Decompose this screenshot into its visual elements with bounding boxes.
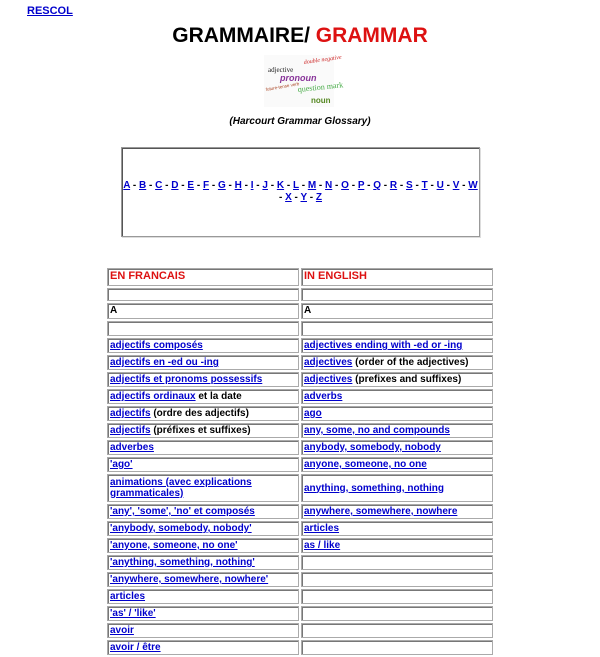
term-cell-en	[301, 423, 493, 438]
table-row	[107, 555, 493, 570]
table-row	[107, 640, 493, 655]
term-cell-en	[301, 457, 493, 472]
term-link-fr[interactable]: adjectifs	[110, 425, 151, 436]
term-link-en[interactable]: anything, something, nothing	[304, 482, 444, 494]
term-cell-en	[301, 338, 493, 353]
term-cell-fr	[107, 440, 299, 455]
alphabet-separator: -	[348, 180, 358, 191]
term-cell-en	[301, 355, 493, 370]
alphabet-separator: -	[194, 180, 203, 191]
alphabet-link-f[interactable]: F	[202, 180, 210, 191]
alphabet-separator: -	[443, 180, 453, 191]
table-row	[107, 355, 493, 370]
term-cell-fr	[107, 389, 299, 404]
alphabet-separator: -	[397, 180, 407, 191]
term-cell-fr	[107, 474, 299, 502]
term-link-fr[interactable]: 'as' / 'like'	[110, 608, 156, 619]
term-note: et la date	[195, 391, 242, 402]
letter-heading-fr: A	[107, 303, 299, 319]
alphabet-link-i[interactable]: I	[250, 180, 254, 191]
table-row	[107, 623, 493, 638]
term-link-fr[interactable]: 'anywhere, somewhere, nowhere'	[110, 574, 269, 585]
term-link-fr[interactable]: adjectifs	[110, 408, 151, 419]
table-row	[107, 474, 493, 502]
alphabet-link-u[interactable]: U	[436, 180, 444, 191]
term-cell-fr	[107, 457, 299, 472]
alphabet-link-b[interactable]: B	[139, 180, 147, 191]
spacer-cell	[107, 321, 299, 336]
term-link-fr[interactable]: 'any', 'some', 'no' et composés	[110, 506, 255, 517]
term-link-en[interactable]: adjectives ending with -ed or -ing	[304, 340, 463, 351]
table-row	[107, 606, 493, 621]
term-note: (prefixes and suffixes)	[352, 374, 462, 385]
title-french: GRAMMAIRE	[172, 24, 305, 47]
term-link-fr[interactable]: articles	[110, 591, 146, 602]
rescol-link[interactable]: RESCOL	[27, 5, 73, 17]
alphabet-link-v[interactable]: V	[452, 180, 460, 191]
alphabet-link-n[interactable]: N	[325, 180, 333, 191]
term-cell-fr	[107, 355, 299, 370]
term-link-fr[interactable]: adverbes	[110, 442, 154, 453]
alphabet-separator: -	[316, 180, 326, 191]
term-link-fr[interactable]: avoir / être	[110, 642, 161, 653]
wc-pronoun: pronoun	[280, 73, 317, 83]
grammar-wordcloud-image	[264, 54, 344, 107]
table-row	[107, 457, 493, 472]
table-row	[107, 372, 493, 387]
table-row	[107, 440, 493, 455]
term-cell-fr	[107, 504, 299, 519]
wc-adjective: adjective	[268, 66, 294, 74]
alphabet-link-l[interactable]: L	[292, 180, 299, 191]
term-link-fr[interactable]: adjectifs en -ed ou -ing	[110, 357, 219, 368]
alphabet-separator: -	[241, 180, 251, 191]
term-link-en[interactable]: adverbs	[304, 391, 343, 402]
term-link-fr[interactable]: adjectifs ordinaux	[110, 391, 196, 402]
term-link-fr[interactable]: 'ago'	[110, 459, 133, 470]
term-link-en[interactable]: ago	[304, 408, 322, 419]
alphabet-separator: -	[381, 180, 390, 191]
term-note: (order of the adjectives)	[352, 357, 469, 368]
term-note: (préfixes et suffixes)	[150, 425, 251, 436]
table-row	[107, 538, 493, 553]
term-link-fr[interactable]: 'anything, something, nothing'	[110, 557, 255, 568]
term-cell-fr	[107, 423, 299, 438]
wc-question-mark: question mark	[297, 80, 344, 94]
alphabet-separator: -	[130, 180, 139, 191]
term-cell-fr	[107, 623, 299, 638]
alphabet-index-box	[121, 147, 480, 237]
title-separator: /	[304, 24, 310, 47]
alphabet-link-d[interactable]: D	[171, 180, 179, 191]
term-cell-fr	[107, 406, 299, 421]
page-title	[0, 24, 600, 48]
term-cell-en	[301, 538, 493, 553]
term-cell-fr	[107, 372, 299, 387]
alphabet-separator: -	[364, 180, 374, 191]
term-cell-en	[301, 389, 493, 404]
glossary-table	[105, 266, 495, 657]
alphabet-separator: -	[225, 180, 235, 191]
term-link-fr[interactable]: 'anybody, somebody, nobody'	[110, 523, 252, 534]
term-link-en[interactable]: anyone, someone, no one	[304, 459, 427, 470]
term-cell-fr	[107, 521, 299, 536]
term-cell-en	[301, 606, 493, 621]
table-row	[107, 589, 493, 604]
term-cell-fr	[107, 640, 299, 655]
term-link-fr[interactable]: animations (avec explications grammaticales)	[110, 477, 252, 499]
term-link-fr[interactable]: adjectifs composés	[110, 340, 203, 351]
alphabet-separator: -	[178, 180, 188, 191]
alphabet-link-r[interactable]: R	[389, 180, 398, 191]
table-row	[107, 504, 493, 519]
term-cell-en	[301, 640, 493, 655]
letter-heading-en: A	[301, 303, 493, 319]
term-link-en[interactable]: anywhere, somewhere, nowhere	[304, 506, 458, 517]
alphabet-separator: -	[209, 180, 218, 191]
table-row	[107, 406, 493, 421]
table-row	[107, 572, 493, 587]
term-link-fr[interactable]: adjectifs et pronoms possessifs	[110, 374, 263, 385]
term-note: (ordre des adjectifs)	[150, 408, 249, 419]
spacer-cell	[301, 321, 493, 336]
spacer-cell	[107, 288, 299, 301]
term-cell-en	[301, 572, 493, 587]
table-row	[107, 338, 493, 353]
alphabet-link-s[interactable]: S	[406, 180, 413, 191]
term-cell-en	[301, 406, 493, 421]
table-row	[107, 389, 493, 404]
term-cell-fr	[107, 338, 299, 353]
table-row	[107, 521, 493, 536]
alphabet-separator: -	[146, 180, 156, 191]
term-cell-en	[301, 589, 493, 604]
alphabet-index	[123, 180, 479, 204]
term-link-en[interactable]: articles	[304, 523, 340, 534]
term-cell-fr	[107, 606, 299, 621]
alphabet-separator: -	[332, 180, 342, 191]
alphabet-separator: -	[162, 180, 172, 191]
term-link-en[interactable]: anybody, somebody, nobody	[304, 442, 441, 453]
term-cell-en	[301, 623, 493, 638]
alphabet-separator: -	[459, 180, 469, 191]
term-cell-en	[301, 504, 493, 519]
term-cell-en	[301, 474, 493, 502]
alphabet-link-t[interactable]: T	[421, 180, 428, 191]
term-cell-en	[301, 372, 493, 387]
alphabet-link-e[interactable]: E	[187, 180, 195, 191]
alphabet-separator: -	[279, 192, 286, 203]
wc-double-negative: double negative	[303, 54, 343, 66]
alphabet-link-j[interactable]: J	[262, 180, 268, 191]
term-link-en[interactable]: any, some, no and compounds	[304, 425, 450, 436]
alphabet-link-z[interactable]: Z	[315, 192, 322, 203]
term-cell-fr	[107, 589, 299, 604]
alphabet-separator: -	[267, 180, 277, 191]
glossary-subtitle: (Harcourt Grammar Glossary)	[229, 116, 371, 127]
term-link-en[interactable]: as / like	[304, 540, 341, 551]
alphabet-link-y[interactable]: Y	[300, 192, 307, 203]
term-link-fr[interactable]: avoir	[110, 625, 134, 636]
term-cell-fr	[107, 538, 299, 553]
alphabet-link-p[interactable]: P	[357, 180, 365, 191]
alphabet-separator: -	[307, 192, 316, 203]
alphabet-separator: -	[291, 192, 301, 203]
alphabet-link-g[interactable]: G	[217, 180, 226, 191]
alphabet-separator: -	[427, 180, 437, 191]
term-cell-en	[301, 521, 493, 536]
term-link-en[interactable]: adjectives	[304, 357, 353, 368]
alphabet-separator: -	[253, 180, 263, 191]
header-french: EN FRANCAIS	[107, 268, 299, 286]
alphabet-link-m[interactable]: M	[307, 180, 317, 191]
header-english: IN ENGLISH	[301, 268, 493, 286]
term-link-en[interactable]: adjectives	[304, 374, 353, 385]
alphabet-link-c[interactable]: C	[155, 180, 163, 191]
wc-noun: noun	[311, 96, 331, 105]
alphabet-link-w[interactable]: W	[468, 180, 478, 191]
table-row	[107, 423, 493, 438]
alphabet-link-x[interactable]: X	[285, 192, 292, 203]
spacer-cell	[301, 288, 493, 301]
alphabet-link-h[interactable]: H	[234, 180, 242, 191]
alphabet-link-q[interactable]: Q	[373, 180, 382, 191]
alphabet-link-a[interactable]: A	[123, 180, 131, 191]
title-english: GRAMMAR	[315, 24, 428, 47]
alphabet-separator: -	[284, 180, 293, 191]
alphabet-link-o[interactable]: O	[341, 180, 349, 191]
term-cell-en	[301, 440, 493, 455]
alphabet-separator: -	[298, 180, 308, 191]
term-link-fr[interactable]: 'anyone, someone, no one'	[110, 540, 238, 551]
alphabet-separator: -	[412, 180, 422, 191]
wc-future-tense-verb: future-tense verb	[265, 81, 300, 92]
term-cell-fr	[107, 572, 299, 587]
term-cell-fr	[107, 555, 299, 570]
alphabet-link-k[interactable]: K	[276, 180, 285, 191]
term-cell-en	[301, 555, 493, 570]
